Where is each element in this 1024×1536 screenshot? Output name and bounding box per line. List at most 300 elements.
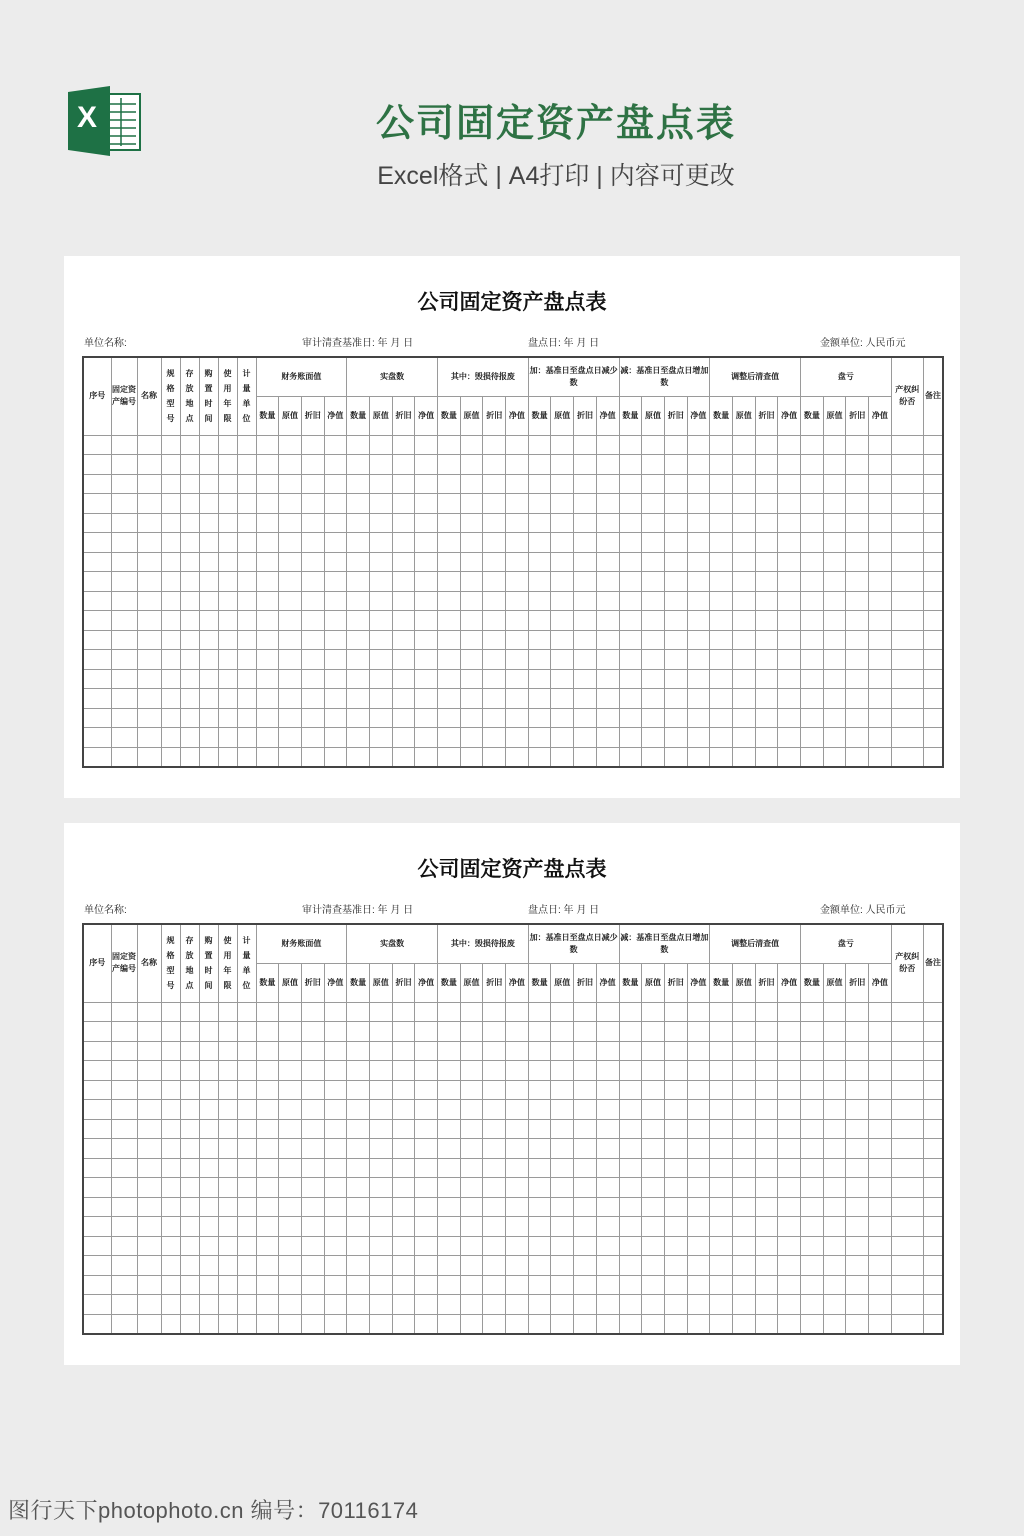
table-cell[interactable] [642, 474, 665, 494]
table-cell[interactable] [483, 689, 506, 709]
table-cell[interactable] [923, 1295, 943, 1315]
table-cell[interactable] [301, 1217, 324, 1237]
table-cell[interactable] [347, 552, 370, 572]
table-cell[interactable] [710, 1197, 733, 1217]
table-cell[interactable] [619, 533, 642, 553]
table-cell[interactable] [256, 513, 279, 533]
table-cell[interactable] [438, 435, 461, 455]
table-cell[interactable] [801, 747, 824, 767]
table-cell[interactable] [801, 494, 824, 514]
table-cell[interactable] [83, 494, 111, 514]
table-cell[interactable] [506, 1022, 529, 1042]
table-cell[interactable] [574, 474, 597, 494]
table-cell[interactable] [923, 1002, 943, 1022]
table-cell[interactable] [161, 1022, 180, 1042]
table-cell[interactable] [483, 552, 506, 572]
table-cell[interactable] [256, 1080, 279, 1100]
table-cell[interactable] [732, 1236, 755, 1256]
table-cell[interactable] [687, 689, 710, 709]
table-cell[interactable] [801, 650, 824, 670]
table-cell[interactable] [237, 513, 256, 533]
table-cell[interactable] [710, 728, 733, 748]
table-cell[interactable] [83, 1139, 111, 1159]
table-cell[interactable] [111, 474, 137, 494]
table-cell[interactable] [324, 728, 347, 748]
table-cell[interactable] [369, 630, 392, 650]
table-cell[interactable] [664, 650, 687, 670]
table-cell[interactable] [369, 591, 392, 611]
table-cell[interactable] [347, 611, 370, 631]
table-cell[interactable] [596, 1158, 619, 1178]
table-cell[interactable] [438, 513, 461, 533]
table-cell[interactable] [161, 1178, 180, 1198]
table-cell[interactable] [506, 1158, 529, 1178]
table-cell[interactable] [642, 1041, 665, 1061]
table-cell[interactable] [869, 1139, 892, 1159]
table-cell[interactable] [846, 494, 869, 514]
table-cell[interactable] [778, 1256, 801, 1276]
table-cell[interactable] [823, 1158, 846, 1178]
table-cell[interactable] [664, 572, 687, 592]
table-cell[interactable] [869, 747, 892, 767]
table-cell[interactable] [137, 630, 161, 650]
table-cell[interactable] [460, 1061, 483, 1081]
table-cell[interactable] [237, 572, 256, 592]
table-cell[interactable] [923, 669, 943, 689]
table-cell[interactable] [755, 533, 778, 553]
table-cell[interactable] [619, 1002, 642, 1022]
table-cell[interactable] [324, 1236, 347, 1256]
table-cell[interactable] [483, 435, 506, 455]
table-cell[interactable] [506, 1041, 529, 1061]
table-cell[interactable] [755, 455, 778, 475]
table-cell[interactable] [483, 630, 506, 650]
table-cell[interactable] [460, 1236, 483, 1256]
table-cell[interactable] [642, 591, 665, 611]
table-cell[interactable] [596, 552, 619, 572]
table-cell[interactable] [460, 1158, 483, 1178]
table-cell[interactable] [161, 435, 180, 455]
table-cell[interactable] [438, 1139, 461, 1159]
table-cell[interactable] [301, 1119, 324, 1139]
table-cell[interactable] [596, 1022, 619, 1042]
table-cell[interactable] [369, 1236, 392, 1256]
table-cell[interactable] [823, 591, 846, 611]
table-cell[interactable] [755, 552, 778, 572]
table-cell[interactable] [83, 1197, 111, 1217]
table-cell[interactable] [687, 591, 710, 611]
table-cell[interactable] [369, 728, 392, 748]
table-cell[interactable] [687, 1295, 710, 1315]
table-cell[interactable] [574, 1217, 597, 1237]
table-cell[interactable] [506, 1314, 529, 1334]
table-cell[interactable] [801, 1314, 824, 1334]
table-cell[interactable] [687, 630, 710, 650]
table-cell[interactable] [642, 1139, 665, 1159]
table-cell[interactable] [846, 474, 869, 494]
table-cell[interactable] [846, 1022, 869, 1042]
table-cell[interactable] [755, 650, 778, 670]
table-cell[interactable] [528, 513, 551, 533]
table-cell[interactable] [347, 1002, 370, 1022]
table-cell[interactable] [347, 1236, 370, 1256]
table-cell[interactable] [137, 1217, 161, 1237]
table-cell[interactable] [324, 630, 347, 650]
table-cell[interactable] [923, 1314, 943, 1334]
table-cell[interactable] [891, 1119, 923, 1139]
table-cell[interactable] [218, 1178, 237, 1198]
table-cell[interactable] [111, 1080, 137, 1100]
table-cell[interactable] [111, 591, 137, 611]
table-cell[interactable] [755, 669, 778, 689]
table-cell[interactable] [619, 689, 642, 709]
table-cell[interactable] [710, 435, 733, 455]
table-cell[interactable] [111, 1139, 137, 1159]
table-cell[interactable] [460, 1002, 483, 1022]
table-cell[interactable] [551, 1080, 574, 1100]
table-cell[interactable] [111, 650, 137, 670]
table-cell[interactable] [710, 1022, 733, 1042]
table-cell[interactable] [392, 650, 415, 670]
table-cell[interactable] [778, 1080, 801, 1100]
table-cell[interactable] [324, 591, 347, 611]
table-cell[interactable] [710, 1100, 733, 1120]
table-cell[interactable] [218, 689, 237, 709]
table-cell[interactable] [237, 1217, 256, 1237]
table-cell[interactable] [199, 591, 218, 611]
table-cell[interactable] [755, 1295, 778, 1315]
table-cell[interactable] [687, 1236, 710, 1256]
table-cell[interactable] [869, 533, 892, 553]
table-cell[interactable] [199, 728, 218, 748]
table-cell[interactable] [347, 747, 370, 767]
table-cell[interactable] [483, 533, 506, 553]
table-cell[interactable] [218, 1139, 237, 1159]
table-cell[interactable] [137, 708, 161, 728]
table-cell[interactable] [137, 494, 161, 514]
table-cell[interactable] [823, 630, 846, 650]
table-cell[interactable] [755, 1100, 778, 1120]
table-cell[interactable] [324, 708, 347, 728]
table-cell[interactable] [551, 1002, 574, 1022]
table-cell[interactable] [642, 1295, 665, 1315]
table-cell[interactable] [642, 1080, 665, 1100]
table-cell[interactable] [460, 572, 483, 592]
table-cell[interactable] [574, 669, 597, 689]
table-cell[interactable] [891, 1080, 923, 1100]
table-cell[interactable] [619, 728, 642, 748]
table-cell[interactable] [137, 1002, 161, 1022]
table-cell[interactable] [161, 1295, 180, 1315]
table-cell[interactable] [923, 474, 943, 494]
table-cell[interactable] [111, 747, 137, 767]
table-cell[interactable] [801, 435, 824, 455]
table-cell[interactable] [301, 1002, 324, 1022]
table-cell[interactable] [324, 1041, 347, 1061]
table-cell[interactable] [574, 455, 597, 475]
table-cell[interactable] [551, 474, 574, 494]
table-cell[interactable] [778, 747, 801, 767]
table-cell[interactable] [664, 1022, 687, 1042]
table-cell[interactable] [574, 728, 597, 748]
table-cell[interactable] [199, 1002, 218, 1022]
table-cell[interactable] [301, 494, 324, 514]
table-cell[interactable] [506, 728, 529, 748]
table-cell[interactable] [161, 1041, 180, 1061]
table-cell[interactable] [438, 611, 461, 631]
table-cell[interactable] [324, 669, 347, 689]
table-cell[interactable] [710, 611, 733, 631]
table-cell[interactable] [846, 591, 869, 611]
table-cell[interactable] [506, 1119, 529, 1139]
table-cell[interactable] [710, 1139, 733, 1159]
table-cell[interactable] [347, 1080, 370, 1100]
table-cell[interactable] [642, 1217, 665, 1237]
table-cell[interactable] [460, 474, 483, 494]
table-cell[interactable] [642, 669, 665, 689]
table-cell[interactable] [869, 728, 892, 748]
table-cell[interactable] [664, 533, 687, 553]
table-cell[interactable] [755, 1314, 778, 1334]
table-cell[interactable] [415, 1197, 438, 1217]
table-cell[interactable] [778, 1275, 801, 1295]
table-cell[interactable] [528, 474, 551, 494]
table-cell[interactable] [596, 1275, 619, 1295]
table-cell[interactable] [710, 1178, 733, 1198]
table-cell[interactable] [823, 747, 846, 767]
table-cell[interactable] [483, 1022, 506, 1042]
table-cell[interactable] [161, 1197, 180, 1217]
table-cell[interactable] [846, 1139, 869, 1159]
table-cell[interactable] [619, 747, 642, 767]
table-cell[interactable] [347, 533, 370, 553]
table-cell[interactable] [823, 455, 846, 475]
table-cell[interactable] [528, 1002, 551, 1022]
table-cell[interactable] [823, 1139, 846, 1159]
table-cell[interactable] [732, 1295, 755, 1315]
table-cell[interactable] [596, 591, 619, 611]
table-cell[interactable] [324, 494, 347, 514]
table-cell[interactable] [180, 1022, 199, 1042]
table-cell[interactable] [256, 669, 279, 689]
table-cell[interactable] [438, 455, 461, 475]
table-cell[interactable] [755, 494, 778, 514]
table-cell[interactable] [732, 747, 755, 767]
table-cell[interactable] [218, 650, 237, 670]
table-cell[interactable] [710, 1061, 733, 1081]
table-cell[interactable] [347, 1178, 370, 1198]
table-cell[interactable] [237, 1022, 256, 1042]
table-cell[interactable] [369, 1158, 392, 1178]
table-cell[interactable] [710, 591, 733, 611]
table-cell[interactable] [923, 533, 943, 553]
table-cell[interactable] [846, 1314, 869, 1334]
table-cell[interactable] [256, 728, 279, 748]
table-cell[interactable] [596, 494, 619, 514]
table-cell[interactable] [642, 611, 665, 631]
table-cell[interactable] [801, 1041, 824, 1061]
table-cell[interactable] [137, 1314, 161, 1334]
table-cell[interactable] [111, 1256, 137, 1276]
table-cell[interactable] [687, 474, 710, 494]
table-cell[interactable] [369, 1100, 392, 1120]
table-cell[interactable] [506, 552, 529, 572]
table-cell[interactable] [710, 1119, 733, 1139]
table-cell[interactable] [732, 689, 755, 709]
table-cell[interactable] [324, 474, 347, 494]
table-cell[interactable] [823, 474, 846, 494]
table-cell[interactable] [279, 1217, 302, 1237]
table-cell[interactable] [483, 1314, 506, 1334]
table-cell[interactable] [199, 474, 218, 494]
table-cell[interactable] [83, 1119, 111, 1139]
table-cell[interactable] [891, 1275, 923, 1295]
table-cell[interactable] [823, 689, 846, 709]
table-cell[interactable] [664, 1236, 687, 1256]
table-cell[interactable] [279, 474, 302, 494]
table-cell[interactable] [528, 572, 551, 592]
table-cell[interactable] [279, 552, 302, 572]
table-cell[interactable] [869, 572, 892, 592]
table-cell[interactable] [891, 533, 923, 553]
table-cell[interactable] [687, 1158, 710, 1178]
table-cell[interactable] [111, 689, 137, 709]
table-cell[interactable] [596, 1080, 619, 1100]
table-cell[interactable] [256, 1178, 279, 1198]
table-cell[interactable] [528, 1197, 551, 1217]
table-cell[interactable] [778, 689, 801, 709]
table-cell[interactable] [369, 669, 392, 689]
table-cell[interactable] [324, 1275, 347, 1295]
table-cell[interactable] [347, 474, 370, 494]
table-cell[interactable] [664, 689, 687, 709]
table-cell[interactable] [642, 455, 665, 475]
table-cell[interactable] [369, 650, 392, 670]
table-cell[interactable] [180, 474, 199, 494]
table-cell[interactable] [869, 611, 892, 631]
table-cell[interactable] [710, 455, 733, 475]
table-cell[interactable] [199, 455, 218, 475]
table-cell[interactable] [506, 630, 529, 650]
table-cell[interactable] [279, 728, 302, 748]
table-cell[interactable] [664, 1002, 687, 1022]
table-cell[interactable] [180, 1178, 199, 1198]
table-cell[interactable] [301, 1139, 324, 1159]
table-cell[interactable] [218, 1041, 237, 1061]
table-cell[interactable] [574, 591, 597, 611]
table-cell[interactable] [528, 1236, 551, 1256]
table-cell[interactable] [596, 708, 619, 728]
table-cell[interactable] [83, 1080, 111, 1100]
table-cell[interactable] [218, 533, 237, 553]
table-cell[interactable] [279, 1158, 302, 1178]
table-cell[interactable] [551, 1119, 574, 1139]
table-cell[interactable] [137, 1139, 161, 1159]
table-cell[interactable] [801, 572, 824, 592]
table-cell[interactable] [664, 728, 687, 748]
table-cell[interactable] [801, 1139, 824, 1159]
table-cell[interactable] [218, 1197, 237, 1217]
table-cell[interactable] [237, 1119, 256, 1139]
table-cell[interactable] [256, 1022, 279, 1042]
table-cell[interactable] [324, 455, 347, 475]
table-cell[interactable] [528, 1256, 551, 1276]
table-cell[interactable] [218, 572, 237, 592]
table-cell[interactable] [869, 1256, 892, 1276]
table-cell[interactable] [891, 513, 923, 533]
table-cell[interactable] [642, 1002, 665, 1022]
table-cell[interactable] [256, 1256, 279, 1276]
table-cell[interactable] [438, 474, 461, 494]
table-cell[interactable] [869, 708, 892, 728]
table-cell[interactable] [392, 1002, 415, 1022]
table-cell[interactable] [687, 1256, 710, 1276]
table-cell[interactable] [687, 435, 710, 455]
table-cell[interactable] [237, 611, 256, 631]
table-cell[interactable] [369, 455, 392, 475]
table-cell[interactable] [237, 1002, 256, 1022]
table-cell[interactable] [324, 1217, 347, 1237]
table-cell[interactable] [415, 1275, 438, 1295]
table-cell[interactable] [732, 1080, 755, 1100]
table-cell[interactable] [237, 1100, 256, 1120]
table-cell[interactable] [111, 1022, 137, 1042]
table-cell[interactable] [237, 1275, 256, 1295]
table-cell[interactable] [83, 1002, 111, 1022]
table-cell[interactable] [551, 1275, 574, 1295]
table-cell[interactable] [664, 474, 687, 494]
table-cell[interactable] [846, 1158, 869, 1178]
table-cell[interactable] [347, 1100, 370, 1120]
table-cell[interactable] [506, 1236, 529, 1256]
table-cell[interactable] [111, 1158, 137, 1178]
table-cell[interactable] [392, 494, 415, 514]
table-cell[interactable] [528, 708, 551, 728]
table-cell[interactable] [687, 747, 710, 767]
table-cell[interactable] [869, 1061, 892, 1081]
table-cell[interactable] [347, 1275, 370, 1295]
table-cell[interactable] [891, 572, 923, 592]
table-cell[interactable] [528, 1158, 551, 1178]
table-cell[interactable] [218, 435, 237, 455]
table-cell[interactable] [301, 1256, 324, 1276]
table-cell[interactable] [347, 1041, 370, 1061]
table-cell[interactable] [83, 1256, 111, 1276]
table-cell[interactable] [596, 1178, 619, 1198]
table-cell[interactable] [687, 1022, 710, 1042]
table-cell[interactable] [869, 455, 892, 475]
table-cell[interactable] [551, 1197, 574, 1217]
table-cell[interactable] [755, 1080, 778, 1100]
table-cell[interactable] [111, 1314, 137, 1334]
table-cell[interactable] [347, 572, 370, 592]
table-cell[interactable] [923, 572, 943, 592]
table-cell[interactable] [137, 1256, 161, 1276]
table-cell[interactable] [137, 1295, 161, 1315]
table-cell[interactable] [687, 1061, 710, 1081]
table-cell[interactable] [415, 1100, 438, 1120]
table-cell[interactable] [279, 494, 302, 514]
table-cell[interactable] [664, 1217, 687, 1237]
table-cell[interactable] [710, 1256, 733, 1276]
table-cell[interactable] [392, 1275, 415, 1295]
table-cell[interactable] [778, 1100, 801, 1120]
table-cell[interactable] [111, 552, 137, 572]
table-cell[interactable] [392, 669, 415, 689]
table-cell[interactable] [506, 1197, 529, 1217]
table-cell[interactable] [664, 1158, 687, 1178]
table-cell[interactable] [846, 1295, 869, 1315]
